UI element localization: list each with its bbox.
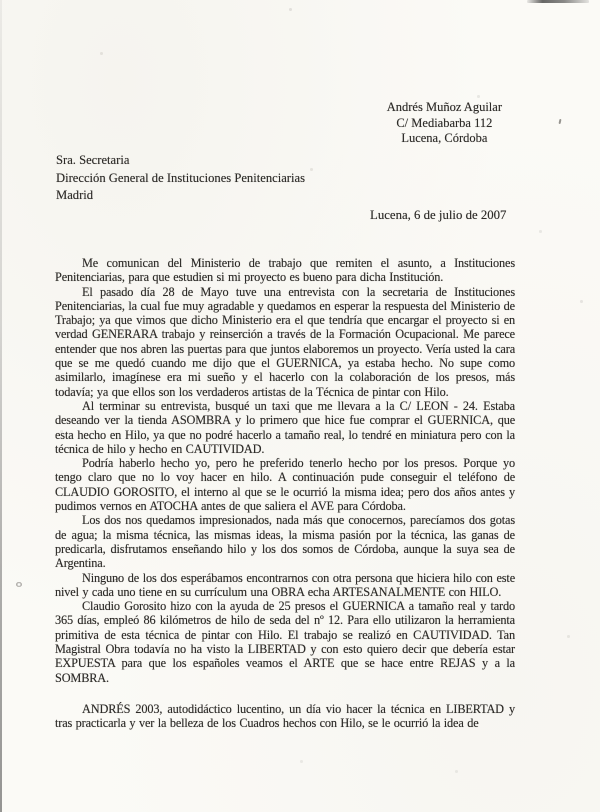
paragraph-6: Ninguno de los dos esperábamos encontrarnos con otra persona que hiciera hilo con este nivel y cada uno tiene en su currículum una OBRA echa ARTESANALMENTE con HILO. [55, 570, 515, 599]
recipient-title: Sra. Secretaria [56, 153, 130, 167]
sender-name: Andrés Muñoz Aguilar [386, 100, 502, 114]
recipient-organization: Dirección General de Instituciones Penitenciarias [56, 170, 305, 185]
scan-artifact-top-streak [527, 0, 589, 3]
dateline: Lucena, 6 de julio de 2007 [370, 208, 507, 222]
scan-artifact-ink-dot [16, 582, 22, 587]
paragraph-8: ANDRÉS 2003, autodidáctico lucentino, un día vio hacer la técnica en LIBERTAD y tras practicarla y ver la belleza de los Cuadros hechos con Hilo, se le ocurrió la idea de [55, 701, 515, 731]
paragraph-3: Al terminar su entrevista, busqué un taxi que me llevara a la C/ LEON - 24. Estaba deseando ver la tienda ASOMBRA y lo primero que hice fue comprar el GUERNICA, que esta hecho en Hilo, ya que no podré hacerlo a tamaño real, lo tendré en miniatura pero con la técnica de hilo y hecho en CAUTIVIDAD. [55, 398, 515, 456]
letter-body [55, 256, 515, 731]
recipient-block [56, 152, 305, 205]
scan-artifact-speckles [0, 0, 1, 1]
sender-city: Lucena, Córdoba [401, 131, 488, 145]
paragraph-5: Los dos nos quedamos impresionados, nada más que conocernos, parecíamos dos gotas de agua; la misma técnica, las mismas ideas, la misma pasión por la técnica, las ganas de predicarla, disfrutamos enseñando hilo y los dos somos de Córdoba, aunque la suya sea de Argentina. [55, 513, 515, 571]
sender-address-block [387, 100, 502, 147]
recipient-city: Madrid [56, 188, 94, 202]
scan-artifact-comma-mark [559, 119, 562, 124]
paragraph-7: Claudio Gorosito hizo con la ayuda de 25 presos el GUERNICA a tamaño real y tardo 365 días, empleó 86 kilómetros de hilo de seda del nº 12. Para ello utilizaron la herramienta primitiva de esta técnica de pintar con Hilo. El trabajo se realizó en CAUTIVIDAD. Tan Magistral Obra todavía no ha visto la LIBERTAD y con esto quiero decir que debería estar EXPUESTA para que los españoles veamos el ARTE que se hace entre REJAS y a la SOMBRA. [55, 599, 515, 685]
paragraph-1: Me comunican del Ministerio de trabajo que remiten el asunto, a Instituciones Penitenciarias, para que estudien si mi proyecto es bueno para dicha Institución. [55, 256, 515, 285]
paragraph-2: El pasado día 28 de Mayo tuve una entrevista con la secretaria de Instituciones Penitenciarias, la cual fue muy agradable y quedamos en esperar la respuesta del Ministerio de Trabajo; ya que vimos que dicho Ministerio era el que tendría que encargar el proyecto si en verdad GENERARA trabajo y reinserción a través de la Formación Ocupacional. Me parece entender que nos abren las puertas para que juntos elaboremos un proyecto. Vería usted la cara que se me quedó cuando me dijo que el GUERNICA, ya estaba hecho. No supe como asimilarlo, imagínese era mi sueño y el hacerlo con la colaboración de los presos, más todavía; ya que ellos son los verdaderos artistas de la Técnica de pintar con Hilo. [55, 284, 515, 399]
paragraph-4: Podría haberlo hecho yo, pero he preferido tenerlo hecho por los presos. Porque yo tengo claro que no lo voy hacer en hilo. A continuación pude conseguir el teléfono de CLAUDIO GOROSITO, el interno al que se le ocurrió la misma idea; pero dos años antes y pudimos vernos en ATOCHA antes de que saliera el AVE para Córdoba. [55, 456, 515, 514]
sender-street: C/ Mediabarba 112 [396, 115, 493, 130]
scan-artifact-left-edge-line [0, 0, 2, 812]
